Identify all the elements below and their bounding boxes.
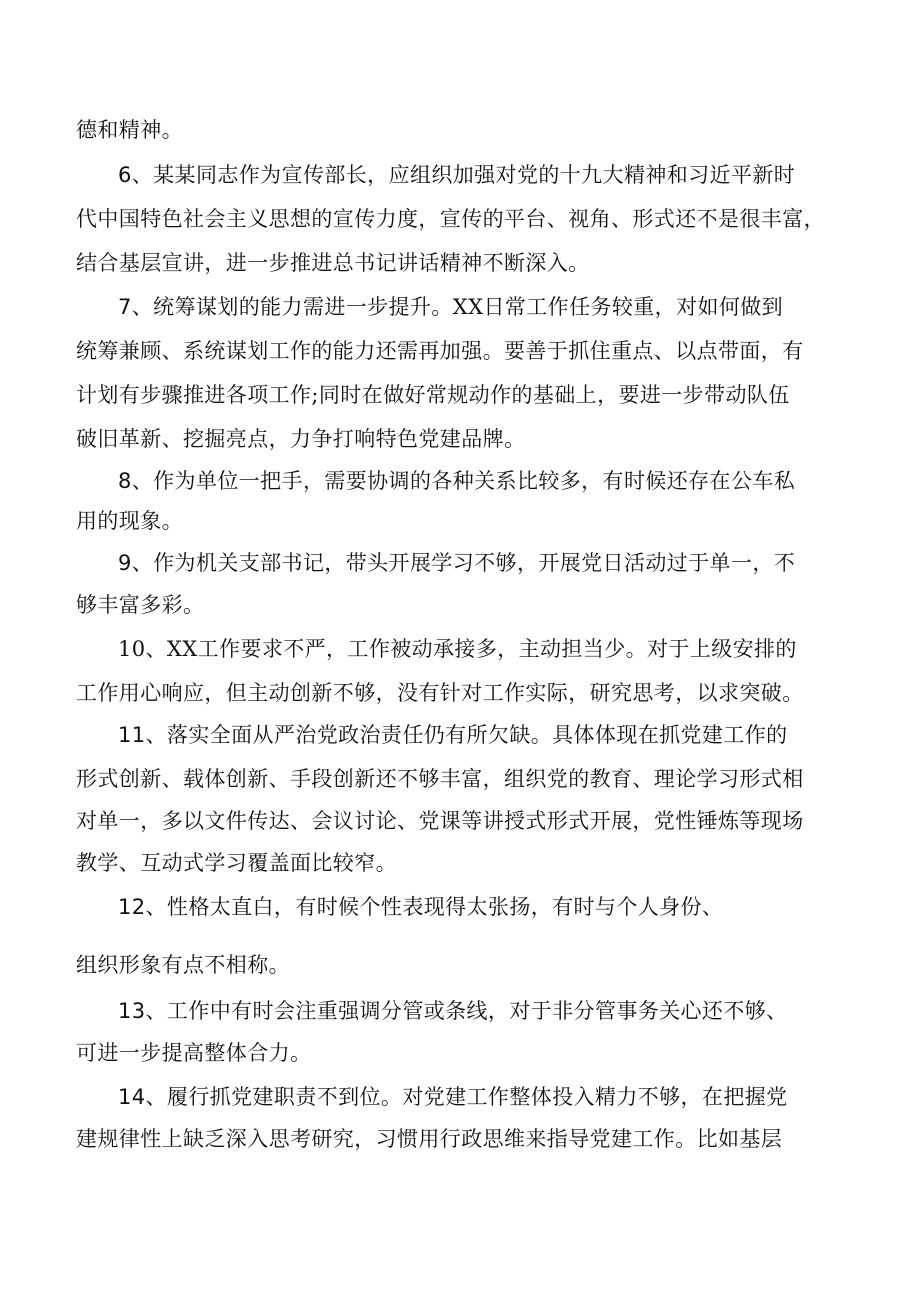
text-line: 组织形象有点不相称。 [76, 953, 290, 977]
text-line: 10、XX工作要求不严，工作被动承接多，主动担当少。对于上级安排的 [118, 637, 797, 661]
text-line: 够丰富多彩。 [76, 593, 205, 617]
text-line: 11、落实全面从严治党政治责任仍有所欠缺。具体体现在抓党建工作的 [118, 723, 788, 747]
text-line: 12、性格太直白，有时候个性表现得太张扬，有时与个人身份、 [118, 895, 724, 919]
text-line: 德和精神。 [76, 118, 183, 142]
text-line: 6、某某同志作为宣传部长，应组织加强对党的十九大精神和习近平新时 [118, 163, 796, 187]
text-line: 13、工作中有时会注重强调分管或条线，对于非分管事务关心还不够、 [118, 999, 788, 1023]
text-line: 工作用心响应，但主动创新不够，没有针对工作实际，研究思考，以求突破。 [76, 681, 804, 705]
text-line: 对单一，多以文件传达、会议讨论、党课等讲授式形式开展，党性锤炼等现场 [76, 809, 804, 833]
text-line: 形式创新、载体创新、手段创新还不够丰富，组织党的教育、理论学习形式相 [76, 767, 804, 791]
text-line: 代中国特色社会主义思想的宣传力度，宣传的平台、视角、形式还不是很丰富， [76, 207, 825, 231]
item-heading: 14、履行抓党建职责不到位。 [118, 1085, 403, 1109]
text-line: 统筹兼顾、系统谋划工作的能力还需再加强。要善于抓住重点、以点带面，有 [76, 339, 804, 363]
text-line: 破旧革新、挖掘亮点，力争打响特色党建品牌。 [76, 427, 526, 451]
text-line: 计划有步骤推进各项工作;同时在做好常规动作的基础上，要进一步带动队伍 [76, 383, 790, 407]
text-line: 8、作为单位一把手，需要协调的各种关系比较多，有时候还存在公车私 [118, 469, 796, 493]
text-line: 用的现象。 [76, 509, 183, 533]
text-line: 可进一步提高整体合力。 [76, 1041, 312, 1065]
text-line: 教学、互动式学习覆盖面比较窄。 [76, 851, 397, 875]
item-heading: 7、统筹谋划的能力需进一步提升。 [118, 295, 453, 319]
text-line: 结合基层宣讲，进一步推进总书记讲话精神不断深入。 [76, 251, 590, 275]
text-line: 7、统筹谋划的能力需进一步提升。XX日常工作任务较重，对如何做到 [118, 295, 784, 319]
text-line: 建规律性上缺乏深入思考研究，习惯用行政思维来指导党建工作。比如基层 [76, 1127, 783, 1151]
text-line: 9、作为机关支部书记，带头开展学习不够，开展党日活动过于单一，不 [118, 551, 796, 575]
item-heading: 11、落实全面从严治党政治责任仍有所欠缺。 [118, 723, 553, 747]
text-line: 14、履行抓党建职责不到位。对党建工作整体投入精力不够，在把握党 [118, 1085, 788, 1109]
